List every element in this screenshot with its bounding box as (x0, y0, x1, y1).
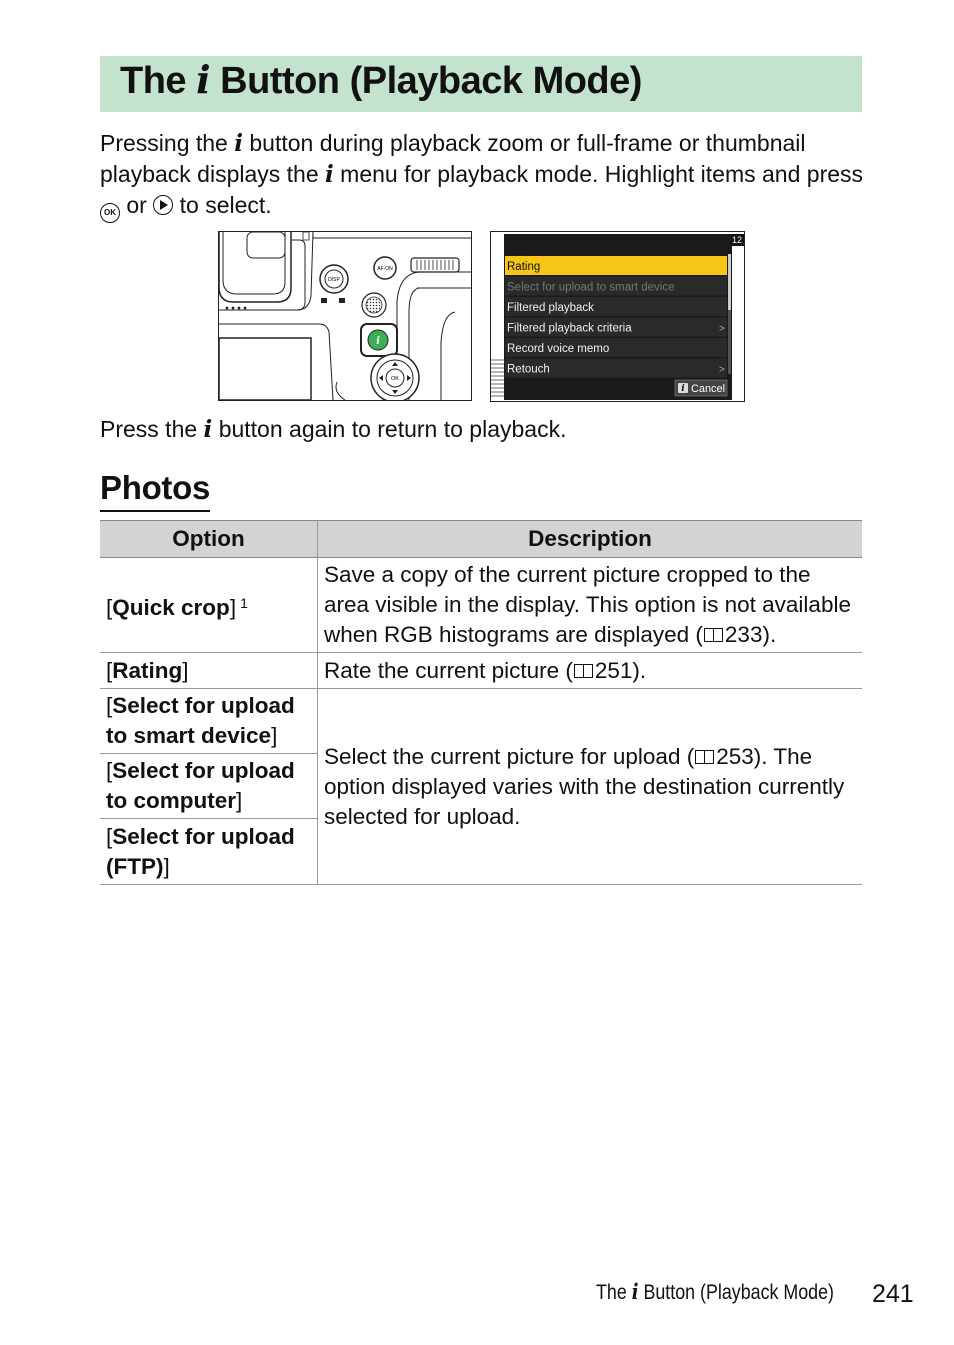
section-heading: Photos (100, 466, 210, 512)
option-cell: [Select for upload to computer] (100, 754, 318, 819)
camera-drawing (219, 232, 471, 400)
intro-paragraph (100, 128, 870, 223)
option-cell: [Rating] (100, 653, 318, 689)
note-text-1: Press the (100, 416, 198, 442)
multi-selector-right-icon (153, 195, 173, 215)
footer-post: Button (Playback Mode) (643, 1281, 834, 1304)
description-text: Select the current picture for upload ( (324, 743, 695, 769)
option-label: Rating (112, 657, 183, 683)
afon-label: AF-ON (377, 266, 393, 272)
running-footer (596, 1278, 834, 1307)
footer-pre: The (596, 1281, 627, 1304)
title-pre: The (120, 60, 187, 102)
description-tail: ). (632, 657, 647, 683)
ok-label: OK (391, 376, 399, 382)
header-description: Description (318, 521, 863, 558)
option-label: Quick crop (112, 594, 230, 620)
page-title (120, 58, 642, 103)
option-label: Select for upload to smart device (106, 693, 295, 748)
i-button-symbol: i (203, 416, 213, 443)
intro-text-2: button during playback zoom or full-frame or thumbnail playback displays the (100, 130, 806, 187)
i-button-symbol: i (234, 130, 243, 157)
option-label: Select for upload to computer (106, 758, 295, 813)
table-header-row (100, 521, 862, 558)
menu-item[interactable] (505, 338, 727, 357)
option-cell: [Select for upload to smart device] (100, 689, 318, 754)
page-ref[interactable]: 253 (716, 743, 754, 769)
cancel-label: Cancel (691, 383, 725, 395)
menu-screen-drawing (491, 232, 744, 401)
description-text: Rate the current picture ( (324, 657, 573, 683)
header-option: Option (100, 521, 318, 558)
intro-text-1: Pressing the (100, 130, 228, 156)
menu-item[interactable] (505, 256, 727, 275)
table-row (100, 558, 862, 653)
description-tail: ). (762, 622, 777, 647)
option-cell: [Quick crop] $^1$ (100, 558, 318, 653)
intro-text-5: to select. (179, 192, 272, 218)
menu-item-label: Filtered playback (507, 302, 594, 314)
camera-back-illustration (218, 231, 472, 401)
book-icon (704, 628, 724, 642)
menu-item[interactable] (505, 318, 727, 337)
menu-item[interactable] (505, 297, 727, 316)
shared-description-cell (318, 689, 863, 885)
intro-text-3: menu for playback mode. Highlight items and press (340, 161, 864, 187)
table-row (100, 653, 862, 689)
book-icon (695, 750, 715, 764)
menu-item-label: Retouch (507, 363, 550, 376)
option-cell: [Select for upload (FTP)] (100, 819, 318, 885)
screen-badge: 12 (731, 235, 743, 245)
photo-options-table (100, 520, 862, 885)
note-text-2: button again to return to playback. (218, 416, 567, 442)
intro-text-4: or (126, 192, 147, 218)
ok-button-icon (100, 203, 120, 223)
description-cell (318, 653, 863, 689)
page-ref[interactable]: 251 (594, 657, 633, 683)
cancel-i-label: i (681, 384, 685, 394)
menu-item-label: Record voice memo (507, 343, 610, 355)
menu-item-label: Rating (507, 261, 541, 273)
menu-item-label: Filtered playback criteria (507, 322, 632, 335)
i-button-label: i (376, 336, 380, 347)
book-icon (574, 664, 594, 678)
i-button-symbol: i (196, 57, 211, 102)
table-row (100, 689, 862, 754)
description-cell (318, 558, 863, 653)
menu-item-label: Select for upload to smart device (507, 281, 675, 294)
description-tail: ). The option displayed varies with the destination currently selected for upload. (324, 743, 845, 829)
page-ref[interactable]: 233 (724, 622, 763, 647)
return-note (100, 414, 566, 445)
title-post: Button (Playback Mode) (220, 60, 642, 102)
menu-item[interactable] (505, 359, 727, 378)
option-label: Select for upload (FTP) (106, 823, 295, 879)
i-menu-screen-illustration (490, 231, 745, 402)
menu-item[interactable] (505, 277, 727, 296)
title-bar (100, 56, 862, 112)
footnote-marker: 1 (240, 594, 248, 611)
chevron-right-icon: > (719, 364, 725, 376)
description-text: Save a copy of the current picture cropped to the area visible in the display. This option is not available when RGB histograms are displayed ( (324, 562, 851, 647)
i-button-symbol: i (325, 161, 334, 188)
page-number: 241 (872, 1280, 914, 1308)
i-button-symbol: i (631, 1279, 639, 1304)
chevron-right-icon: > (719, 323, 725, 335)
disp-label: DISP (328, 277, 340, 283)
ok-glyph-text: OK (104, 208, 116, 217)
